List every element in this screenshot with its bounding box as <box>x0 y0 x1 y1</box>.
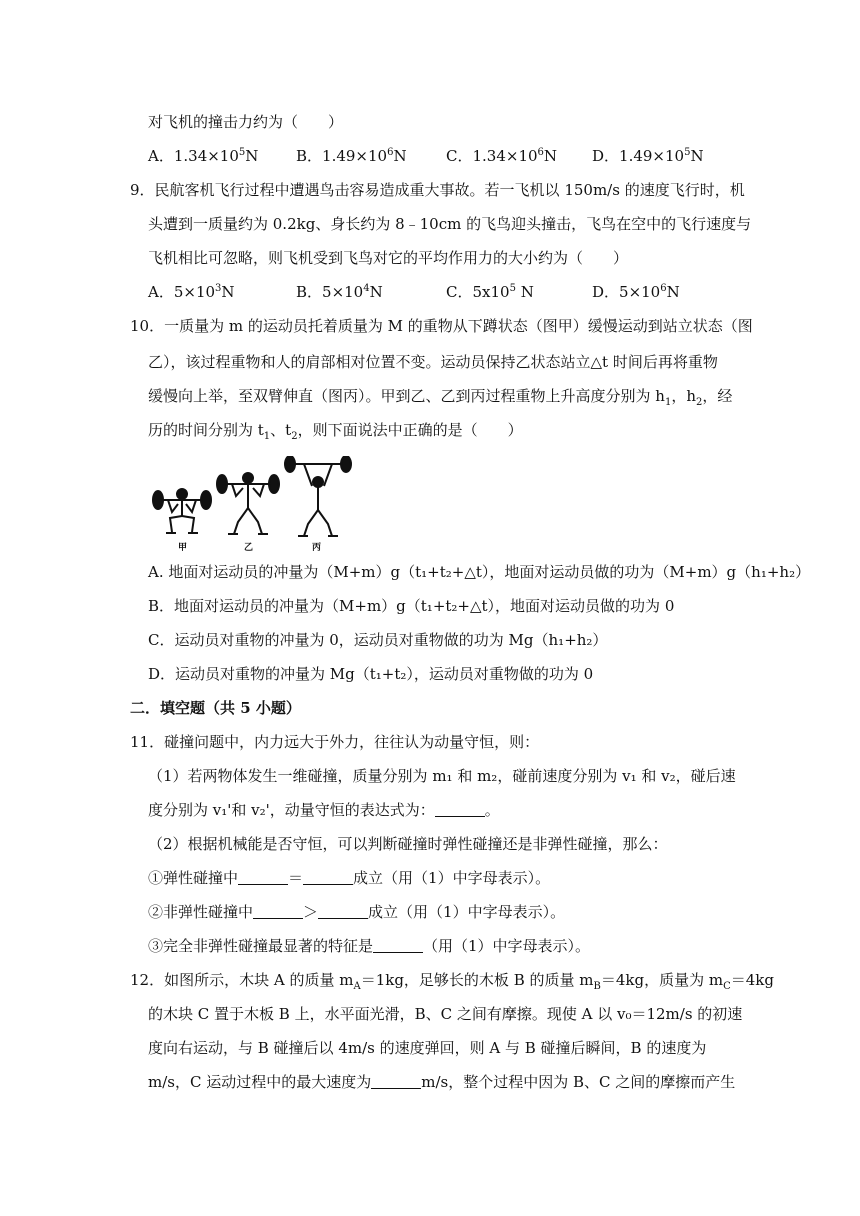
q8-option-a: A．$1.34\times 10^5N$ <box>148 147 259 165</box>
q9-option-c: C．$5x10^5$ N <box>446 283 534 301</box>
q10-option-d: D．运动员对重物的冲量为 Mg（t₁+t₂），运动员对重物做的功为 0 <box>148 665 594 683</box>
q9-line-2: 头遭到一质量约为 0.2kg、身长约为 8﹣10cm 的飞鸟迎头撞击，飞鸟在空中的飞行速度与 <box>148 215 752 233</box>
figure-jia-squat <box>153 489 211 533</box>
q9-line-1: 9．民航客机飞行过程中遭遇鸟击容易造成重大事故。若一飞机以 150m/s 的速度飞行时，机 <box>130 181 745 199</box>
answer-blank-inelastic-left[interactable] <box>253 904 303 919</box>
q8-tail: 对飞机的撞击力约为（ ） <box>148 113 344 131</box>
q10-option-b: B．地面对运动员的冲量为（M+m）g（t₁+t₂+△t），地面对运动员做的功为 0 <box>148 597 675 615</box>
q12-line-2: 的木块 C 置于木板 B 上，水平面光滑，B、C 之间有摩擦。现使 A 以 v₀＝12m/s 的初速 <box>148 1005 743 1023</box>
q12-line-3: 度向右运动，与 B 碰撞后以 4m/s 的速度弹回，则 A 与 B 碰撞后瞬间，B 的速度为 <box>148 1039 707 1057</box>
q10-line-4: 历的时间分别为 $t_1$、$t_2$，则下面说法中正确的是（ ） <box>148 421 523 442</box>
figure-bing-overhead <box>285 456 351 536</box>
weightlifter-figure <box>148 456 358 556</box>
answer-blank-c-max-speed[interactable] <box>371 1074 421 1089</box>
q8-option-d: D．$1.49\times 10^5N$ <box>592 147 704 165</box>
q11-line-5: ①弹性碰撞中 ＝ 成立（用（1）中字母表示）。 <box>148 869 551 887</box>
q10-line-2: 乙），该过程重物和人的肩部相对位置不变。运动员保持乙状态站立△t 时间后再将重物 <box>148 353 718 371</box>
q11-line-1: 11．碰撞问题中，内力远大于外力，往往认为动量守恒，则： <box>130 733 540 751</box>
answer-blank-inelastic-right[interactable] <box>318 904 368 919</box>
figure-label-bing: 丙 <box>312 543 322 553</box>
figure-yi-standing <box>217 473 279 534</box>
answer-blank-elastic-left[interactable] <box>238 870 288 885</box>
figure-label-yi: 乙 <box>244 543 254 553</box>
q11-line-6: ②非弹性碰撞中 ＞ 成立（用（1）中字母表示）。 <box>148 903 566 921</box>
q9-line-3: 飞机相比可忽略，则飞机受到飞鸟对它的平均作用力的大小约为（ ） <box>148 249 629 267</box>
q11-line-2: （1）若两物体发生一维碰撞，质量分别为 m₁ 和 m₂，碰前速度分别为 v₁ 和 v₂，碰后速 <box>148 767 736 785</box>
answer-blank-elastic-right[interactable] <box>303 870 353 885</box>
q12-line-4: m/s，C 运动过程中的最大速度为 m/s，整个过程中因为 B、C 之间的摩擦而产生 <box>148 1073 736 1091</box>
answer-blank-perfectly-inelastic[interactable] <box>373 938 423 953</box>
q11-line-3: 度分别为 v₁'和 v₂'，动量守恒的表达式为： 。 <box>148 801 500 819</box>
q9-option-d: D．$5\times 10^6N$ <box>592 283 680 301</box>
q12-line-1: 12．如图所示，木块 A 的质量 $m_A=1kg$，足够长的木板 B 的质量 $m_B=4kg$，质量为 $m_C=4kg$ <box>130 971 774 992</box>
q10-line-1: 10．一质量为 m 的运动员托着质量为 M 的重物从下蹲状态（图甲）缓慢运动到站立状态（图 <box>130 317 753 335</box>
q9-option-b: B．$5\times 10^4N$ <box>296 283 383 301</box>
q11-line-7: ③完全非弹性碰撞最显著的特征是 （用（1）中字母表示）。 <box>148 937 591 955</box>
answer-blank-momentum[interactable] <box>435 802 485 817</box>
q11-line-4: （2）根据机械能是否守恒，可以判断碰撞时弹性碰撞还是非弹性碰撞，那么： <box>148 835 668 853</box>
q10-option-a: A. 地面对运动员的冲量为（M+m）g（t₁+t₂+△t），地面对运动员做的功为（M+m）g（h₁+h₂） <box>148 563 811 581</box>
figure-label-jia: 甲 <box>178 543 188 553</box>
q10-line-3: 缓慢向上举，至双臂伸直（图丙）。甲到乙、乙到丙过程重物上升高度分别为 $h_1$，$h_2$，经 <box>148 387 733 408</box>
q8-option-b: B．$1.49\times 10^6N$ <box>296 147 407 165</box>
q9-option-a: A．$5\times 10^3N$ <box>148 283 235 301</box>
q10-option-c: C．运动员对重物的冲量为 0，运动员对重物做的功为 Mg（h₁+h₂） <box>148 631 608 649</box>
section-title: 二．填空题（共 5 小题） <box>130 699 301 717</box>
q8-option-c: C．$1.34\times 10^6N$ <box>446 147 558 165</box>
